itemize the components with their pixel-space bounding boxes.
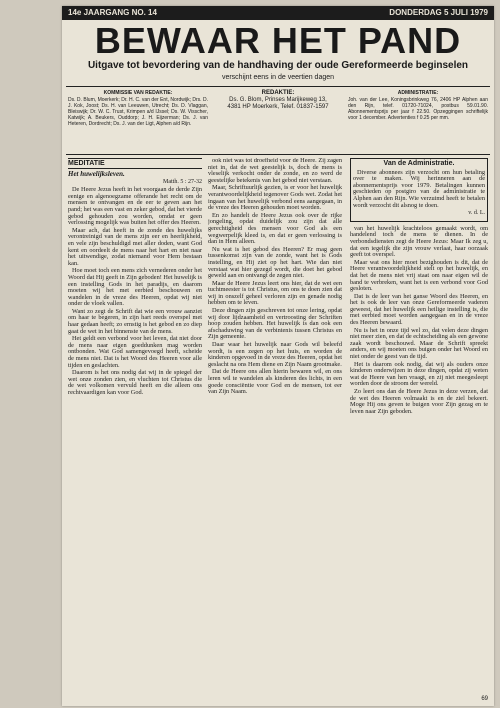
administration-text: Diverse abonnees zijn verzocht om hun betaling over te maken. Wij herinneren aan de abonnementsprijs voor 1979. Betalingen kunnen geschieden op postgiro van de administratie te Alphen aan den Rijn. Wie verzuimd heeft te betalen wordt verzocht dit alsnog te doen. xyxy=(353,168,485,209)
redaktie-title: REDAKTIE: xyxy=(261,90,295,96)
article-paragraph: De Heere Jezus heeft in het voorgaan de derde Zijn eenige en algenoegzame offerande het recht om de mensen te ontvangen en de eer te geven aan het pand; het was een vast en zeker gebod, dat het vierde gebod gehouden zou worden, omdat er geen verlossing mogelijk was buiten het offer des Heeren. xyxy=(68,186,202,227)
article-paragraph: Daarom is het ons nodig dat wij in de spiegel der wet onze zonden zien, en vluchten tot Christus die de wet volkomen vervuld heeft en die alleen ons rechtvaardigen kan voor God. xyxy=(68,369,202,396)
article-paragraph: Maar ach, dat heeft in de zonde des huwelijks verontreinigd van de mens zijn eer en heerlijkheid, en vele zijn beschuldigd met aller doden, want God kent en oordeelt de mens naar het hart en niet naar het uitwendige, zodat niemand voor Hem bestaan kan. xyxy=(68,226,202,267)
middle-paragraph: Nu wat is het gebod des Heeren? Er mag geen tussenkomst zijn van de zonde, want het is Gods instelling, en Hij ziet op het hart. Wie dan niet verstaat wat hier gezegd wordt, die doet het gebod geweld aan en ontvangt de zegen niet. xyxy=(208,245,342,280)
article-title: Het huwelijksleven. xyxy=(68,170,125,178)
right-paragraph: Het is daarom ook nodig, dat wij als ouders onze kinderen onderwijzen in deze dingen, opdat zij weten wat de Heere van hen vraagt, en zij niet meegesleept worden door de stroom der wereld. xyxy=(350,360,488,388)
column-middle xyxy=(208,158,342,698)
scripture-reference: Matth. 5 : 27-32 xyxy=(163,178,202,185)
article-paragraph: Hoe moet toch een mens zich vernederen onder het Woord dat Hij geeft in Zijn geboden! Het huwelijk is een instelling Gods in het paradijs, en daarom moeten wij het met eerbied beschouwen en wandelen in de vreze des Heeren, opdat wij niet onder de vloek vallen. xyxy=(68,267,202,308)
redaktie-line2: 4381 HP Moerkerk, Telef. 01837-1597 xyxy=(227,104,329,110)
masthead-title: BEWAAR HET PAND xyxy=(94,20,462,61)
right-paragraph: Maar wat ons hier moet bezighouden is dit, dat de Heere verantwoordelijkheid stelt op het huwelijk, en dat het de mens niet vrij staat om naar eigen wil de band te verbreken, want het is een verbond voor God gesloten. xyxy=(350,258,488,293)
article-paragraph: Want zo zegt de Schrift dat wie een vrouw aanziet om haar te begeren, in zijn hart reeds overspel met haar gedaan heeft; zo ernstig is het gebod en zo diep gaat de wet in het binnenste van de mens. xyxy=(68,307,202,335)
masthead-subtitle: Uitgave tot bevordering van de handhaving der oude Gereformeerde beginselen xyxy=(87,60,469,71)
edition-label: 14e JAARGANG NO. 14 xyxy=(68,8,157,17)
administratie-box xyxy=(348,90,488,121)
administratie-text: Joh. van der Lee, Koningsbrinkweg 76, 2406 HP Alphen aan den Rijn, telef. 01720-71024, postbus 59.01.90. Abonnementsprijs per jaar f 22.50. Opzeggingen schriftelijk voor 1 december. Advertenties f 0.25 per mm. xyxy=(348,97,488,121)
column-meditation xyxy=(68,158,202,698)
middle-paragraph: Deze dingen zijn geschreven tot onze lering, opdat wij door lijdzaamheid en vertroosting der Schriften hoop zouden hebben. Het huwelijk is dan ook een afschaduwing van de verbintenis tussen Christus en Zijn gemeente. xyxy=(208,307,342,341)
middle-paragraph: Daar waar het huwelijk naar Gods wil beleefd wordt, is een zegen op het huis, en worden de kinderen opgevoed in de vreze des Heeren, opdat het geslacht na ons Hem diene en Zijn Naam grootmake. xyxy=(208,341,342,368)
column-right xyxy=(350,158,488,698)
administration-signature: v. d. L. xyxy=(468,210,485,217)
middle-paragraph: ook niet was tot droefheid voor de Heere. Zij zagen niet in, dat de wet geestelijk is, doch de mens is vleselijk verkocht onder de zonde, en zo werd de geestelijke betekenis van het gebod niet verstaan. xyxy=(208,158,342,184)
section-heading: MEDITATIE xyxy=(68,158,202,169)
administration-notice xyxy=(350,158,488,222)
middle-paragraph: Dat de Heere ons allen hierin bewaren wil, en ons leren wil te wandelen als kinderen des lichts, in een goede consciëntie voor God en de mensen, tot eer van Zijn Naam. xyxy=(208,368,342,396)
right-paragraph: Dat is de leer van het ganse Woord des Heeren, en het is ook de leer van onze Gereformeerde vaderen geweest, dat het huwelijk een heilige instelling is, die met eerbied moet worden aangegaan en in de vreze des Heeren bewaard. xyxy=(350,292,488,327)
date-label: DONDERDAG 5 JULI 1979 xyxy=(389,8,488,17)
middle-paragraph: Maar, Schriftuurlijk gezien, is er voor het huwelijk verantwoordelijkheid tegenover Gods wet. Zodat het ingaan van het huwelijk verbond eens aangegaan, in de vreze des Heeren gehouden moet worden. xyxy=(208,184,342,212)
top-band xyxy=(62,6,494,20)
middle-paragraph: En zo handelt de Heere Jezus ook over de rijke jongeling, opdat duidelijk zou zijn dat alle gerechtigheid des mensen voor God als een wegwerpelijk kleed is, en dat er geen verlossing is dan in Hem alleen. xyxy=(208,211,342,246)
newspaper-page xyxy=(62,6,494,706)
administration-heading: Van de Administratie. xyxy=(383,160,455,167)
redaktie-line1: Ds. G. Blom, Prinses Marijkeweg 13, xyxy=(229,97,327,103)
administratie-title: ADMINISTRATIE: xyxy=(397,90,439,96)
frequency-note: verschijnt eens in de veertien dagen xyxy=(221,74,335,81)
page-number: 69 xyxy=(481,696,488,702)
right-paragraph: Zo leert ons dan de Heere Jezus in deze verzen, dat de wet des Heeren volmaakt is en de ziel bekeert. Moge Hij ons geven te buigen voor Zijn gezag en te leven naar Zijn geboden. xyxy=(350,388,488,415)
right-paragraph: van het huwelijk krachteloos gemaakt wordt, om handelend toch de mens te dienen. In de verbondsdiensten zegt de Heere Jezus: Maar Ik zeg u, dat een iegelijk die zijn vrouw verlaat, haar oorzaak geeft tot overspel. xyxy=(350,224,488,259)
article-paragraph: Het geldt een verbond voor het leven, dat niet door de mens naar eigen goeddunken mag worden ontbonden. Wat God samengevoegd heeft, scheide de mens niet. Dat is het Woord des Heeren voor alle tijden en geslachten. xyxy=(68,335,202,369)
body-divider xyxy=(66,154,490,155)
right-paragraph: Nu is het in onze tijd wel zo, dat velen deze dingen niet meer zien, en dat de echtscheiding als een gewone zaak wordt beschouwd. Maar de Schrift spreekt anders, en wij moeten ons buigen onder het Woord en niet onder de geest van de tijd. xyxy=(350,326,488,361)
commission-title: KOMMISSIE VAN REDAKTIE: xyxy=(103,90,173,96)
middle-paragraph: Maar de Heere Jezus leert ons hier, dat de wet een tuchtmeester is tot Christus, om ons te doen zien dat wij in onszelf geheel verloren zijn en genade nodig hebben om te leven. xyxy=(208,279,342,307)
commission-box xyxy=(68,90,208,127)
commission-text: Ds. D. Blum, Moerkerk; Dr. H. C. van der Ent, Nordwijk; Drs. D. J. Kok, Joost; Ds. H. van Leeuwen, Utrecht; Ds. D. Vlaggan, Bleiswijk; Dr. W. C. Trust, Krimpen a/d IJssel; Ds. W. Visscher, Katwijk; A. Beukers, Ouddorp; J. H. Eijzerman; Ds. J. van Heteren, Dordrecht; Ds. J. van der Ligt, Alphen a/d Rijn. xyxy=(68,97,208,127)
header-divider xyxy=(66,86,490,87)
redaktie-box xyxy=(220,90,336,111)
